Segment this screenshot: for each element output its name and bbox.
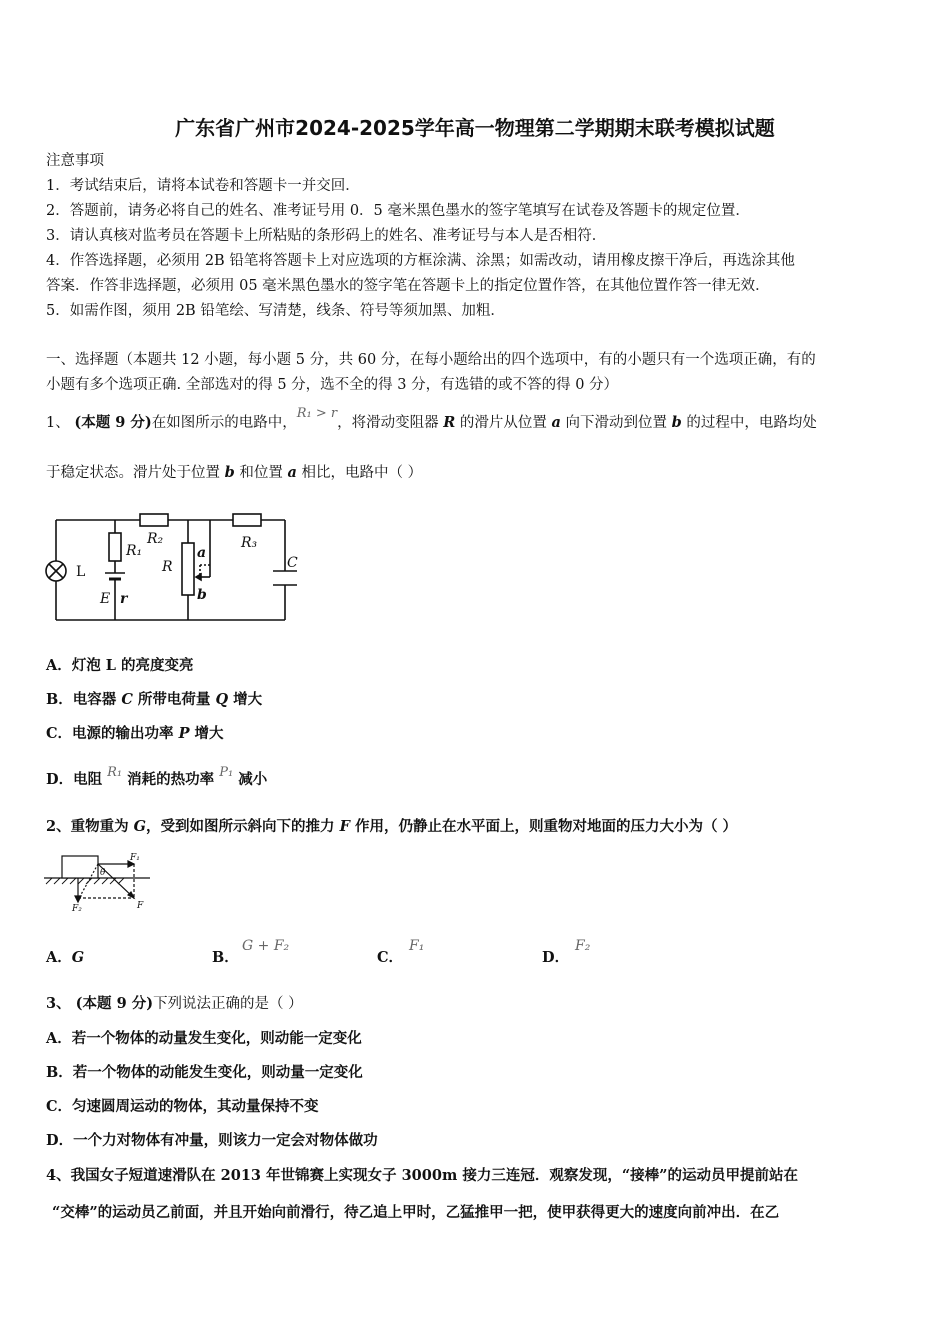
q1-var: b (224, 464, 235, 481)
option-text: B．电容器 (46, 691, 122, 708)
q1-number: 1、 (46, 415, 70, 431)
weight-block (62, 856, 98, 878)
q1-option-c[interactable] (46, 724, 224, 744)
option-formula: P₁ (219, 765, 234, 780)
q2-text: 作用，仍静止在水平面上，则重物对地面的压力大小为（ ） (349, 818, 738, 835)
option-text: C．电源的输出功率 (46, 725, 179, 742)
option-label: C． (377, 949, 404, 966)
force-diagram (42, 848, 152, 916)
label-E: E (100, 591, 111, 607)
label-R3: R₃ (241, 535, 258, 551)
option-var: Q (215, 691, 229, 708)
q2-option-a[interactable] (46, 948, 84, 968)
q1-formula: R₁ > r (296, 406, 338, 421)
option-var: C (121, 691, 133, 708)
notes-item: 答案．作答非选择题，必须用 05 毫米黑色墨水的签字笔在答题卡上的指定位置作答，在其他位置作答一律无效． (46, 278, 770, 294)
q1-option-a[interactable]: A．灯泡 L 的亮度变亮 (46, 657, 194, 674)
q3-stem (46, 994, 303, 1014)
option-text: 增大 (189, 725, 224, 742)
label-F1: F₁ (130, 853, 140, 863)
q1-var: a (287, 464, 297, 481)
q1-var: a (551, 414, 561, 431)
q1-text: 的滑片从位置 (455, 415, 552, 431)
q2-option-c[interactable] (377, 948, 403, 968)
q2-text: ，受到如图所示斜向下的推力 (146, 818, 340, 835)
q4-stem-line1: 4、我国女子短道速滑队在 2013 年世锦赛上实现女子 3000m 接力三连冠．观察发现，“接棒”的运动员甲提前站在 (46, 1167, 799, 1184)
option-text: 所带电荷量 (132, 691, 216, 708)
q3-text: 下列说法正确的是（ ） (153, 996, 303, 1012)
label-r: r (120, 591, 128, 607)
q1-option-d[interactable] (46, 765, 268, 791)
q2-option-b-value: G + F₂ (242, 938, 290, 954)
q1-stem-line1 (46, 406, 817, 434)
label-R1: R₁ (126, 543, 143, 559)
option-label: A． (46, 949, 72, 966)
r3-resistor (233, 514, 261, 526)
option-formula: R₁ (107, 765, 123, 780)
q3-tag: (本题 9 分) (75, 995, 154, 1012)
label-F: F (137, 901, 144, 911)
q1-tag: (本题 9 分) (74, 414, 152, 431)
label-b: b (197, 587, 207, 603)
option-var: P (178, 725, 190, 742)
q1-text: ，将滑动变阻器 (337, 415, 444, 431)
label-theta: θ (100, 868, 106, 878)
q1-text: 向下滑动到位置 (560, 415, 672, 431)
q2-var: F (339, 818, 350, 835)
label-C: C (287, 555, 298, 571)
q1-text: 相比，电路中（ ） (296, 465, 423, 481)
q2-var: G (133, 818, 147, 835)
option-value: G (71, 949, 85, 966)
q3-option-b[interactable]: B．若一个物体的动能发生变化，则动量一定变化 (46, 1064, 363, 1081)
q1-var: R (443, 414, 456, 431)
q2-option-d-value: F₂ (575, 938, 591, 954)
q2-option-c-value: F₁ (409, 938, 425, 954)
r1-resistor (109, 533, 121, 561)
q1-text: 在如图所示的电路中， (151, 415, 297, 431)
q2-option-b[interactable] (212, 948, 239, 968)
option-text: 减小 (233, 771, 268, 788)
option-text: D．电阻 (46, 771, 108, 788)
q1-option-b[interactable] (46, 690, 262, 710)
option-text: 增大 (228, 691, 263, 708)
q2-option-d[interactable] (542, 948, 569, 968)
q1-text: 于稳定状态。滑片处于位置 (46, 465, 225, 481)
notes-item: 5．如需作图，须用 2B 铅笔绘、写清楚，线条、符号等须加黑、加粗． (46, 303, 505, 319)
label-R2: R₂ (147, 531, 164, 547)
rheostat-r (182, 543, 194, 595)
q1-text: 和位置 (234, 465, 288, 481)
q1-stem-line2 (46, 463, 422, 483)
q1-var: b (671, 414, 682, 431)
option-label: D． (542, 949, 570, 966)
label-F2: F₂ (72, 904, 82, 914)
notes-item: 1．考试结束后，请将本试卷和答题卡一并交回． (46, 178, 360, 194)
q2-number: 2、 (46, 818, 71, 835)
q2-text: 重物重为 (70, 818, 134, 835)
label-a: a (197, 545, 207, 561)
q4-stem-line2: “交棒”的运动员乙前面，并且开始向前滑行，待乙追上甲时，乙猛推甲一把，使甲获得更大的速度向前冲出．在乙 (52, 1204, 780, 1221)
q3-option-c[interactable]: C．匀速圆周运动的物体，其动量保持不变 (46, 1098, 319, 1115)
option-label: B． (212, 949, 239, 966)
notes-heading: 注意事项 (46, 153, 104, 169)
label-L: L (76, 564, 86, 580)
q1-text: 的过程中，电路均处 (681, 415, 817, 431)
notes-item: 4．作答选择题，必须用 2B 铅笔将答题卡上对应选项的方框涂满、涂黑；如需改动，请用橡皮擦干净后，再选涂其他 (46, 253, 795, 269)
q3-option-a[interactable]: A．若一个物体的动量发生变化，则动能一定变化 (46, 1030, 362, 1047)
q3-option-d[interactable]: D．一个力对物体有冲量，则该力一定会对物体做功 (46, 1132, 378, 1149)
option-text: 消耗的热功率 (122, 771, 220, 788)
page-title: 广东省广州市2024-2025学年高一物理第二学期期末联考模拟试题 (175, 116, 775, 140)
section-header-line1: 一、选择题（本题共 12 小题，每小题 5 分，共 60 分，在每小题给出的四个选项中，有的小题只有一个选项正确，有的 (46, 352, 816, 368)
section-header-line2: 小题有多个选项正确. 全部选对的得 5 分，选不全的得 3 分，有选错的或不答的得 0 分） (46, 377, 619, 393)
label-R: R (162, 559, 173, 575)
circuit-diagram (40, 505, 310, 630)
notes-item: 3．请认真核对监考员在答题卡上所粘贴的条形码上的姓名、准考证号与本人是否相符． (46, 228, 607, 244)
r2-resistor (140, 514, 168, 526)
notes-item: 2．答题前，请务必将自己的姓名、准考证号用 0．5 毫米黑色墨水的签字笔填写在试卷及答题卡的规定位置． (46, 203, 750, 219)
q2-stem (46, 817, 737, 837)
q3-number: 3、 (46, 995, 71, 1012)
